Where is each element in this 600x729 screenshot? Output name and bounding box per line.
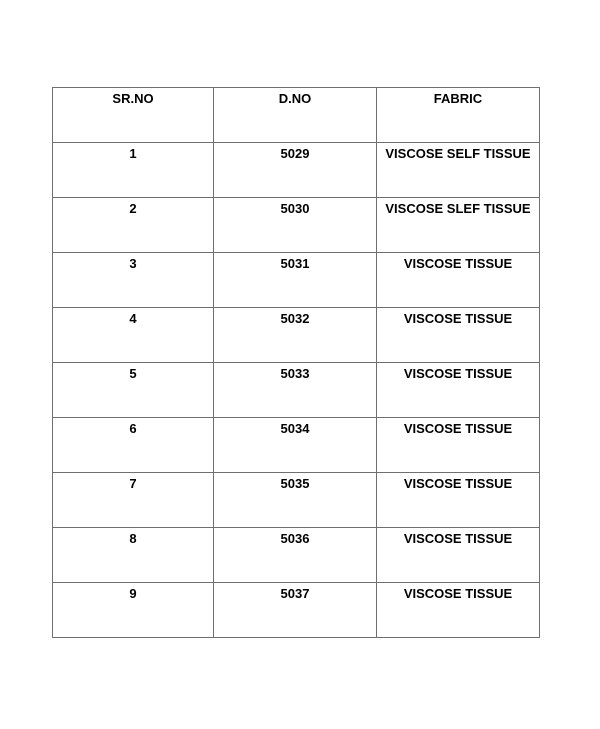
table-header-row [53,88,540,143]
table-row [53,473,540,528]
cell-sr-no: 1 [53,143,214,198]
table-row [53,198,540,253]
table-row [53,583,540,638]
cell-fabric: VISCOSE SLEF TISSUE [377,198,540,253]
cell-d-no: 5033 [214,363,377,418]
cell-fabric: VISCOSE TISSUE [377,583,540,638]
cell-sr-no: 2 [53,198,214,253]
cell-sr-no: 3 [53,253,214,308]
cell-sr-no: 9 [53,583,214,638]
cell-fabric: VISCOSE TISSUE [377,473,540,528]
table-row [53,308,540,363]
header-sr-no: SR.NO [53,88,214,143]
cell-d-no: 5031 [214,253,377,308]
cell-fabric: VISCOSE TISSUE [377,418,540,473]
cell-sr-no: 6 [53,418,214,473]
cell-fabric: VISCOSE SELF TISSUE [377,143,540,198]
table-row [53,528,540,583]
cell-fabric: VISCOSE TISSUE [377,528,540,583]
cell-fabric: VISCOSE TISSUE [377,308,540,363]
cell-fabric: VISCOSE TISSUE [377,363,540,418]
cell-d-no: 5037 [214,583,377,638]
table-row [53,418,540,473]
table-row [53,253,540,308]
fabric-table [52,87,540,638]
cell-d-no: 5032 [214,308,377,363]
cell-sr-no: 8 [53,528,214,583]
cell-fabric: VISCOSE TISSUE [377,253,540,308]
cell-d-no: 5034 [214,418,377,473]
header-d-no: D.NO [214,88,377,143]
table-row [53,143,540,198]
cell-d-no: 5029 [214,143,377,198]
table-row [53,363,540,418]
cell-d-no: 5036 [214,528,377,583]
cell-sr-no: 7 [53,473,214,528]
cell-d-no: 5030 [214,198,377,253]
cell-sr-no: 4 [53,308,214,363]
cell-d-no: 5035 [214,473,377,528]
cell-sr-no: 5 [53,363,214,418]
header-fabric: FABRIC [377,88,540,143]
